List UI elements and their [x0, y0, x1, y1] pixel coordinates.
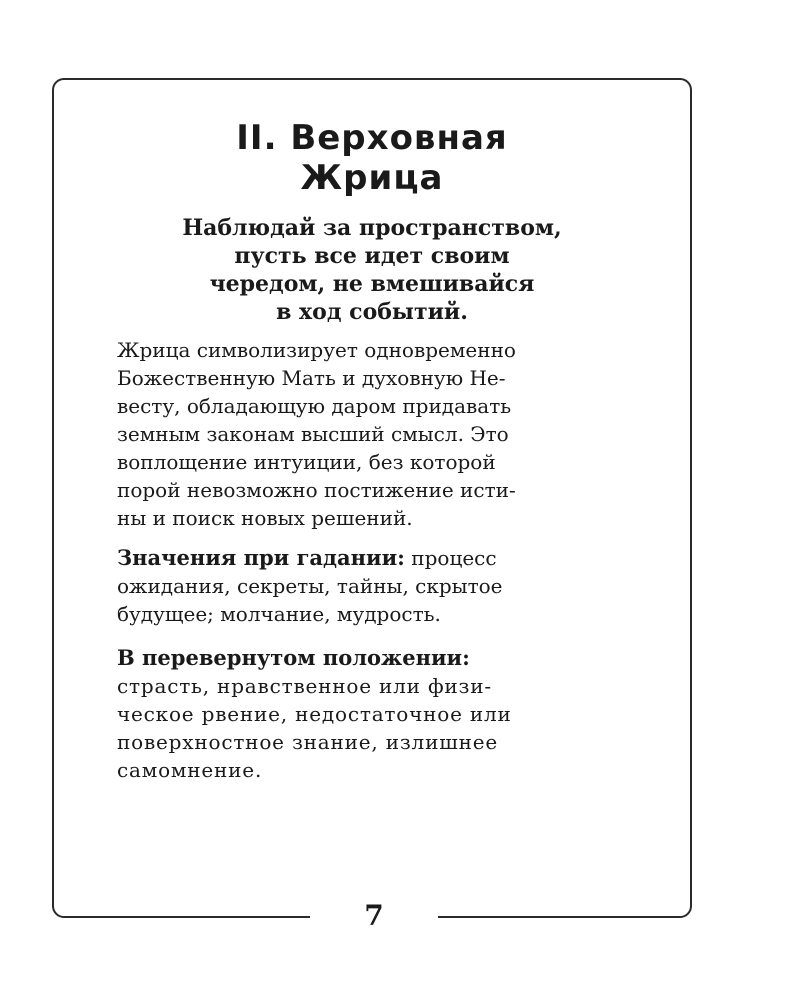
card-title-line-1: II. Верховная — [236, 118, 508, 158]
page-number: 7 — [364, 899, 384, 932]
motto-line-1: Наблюдай за пространством, — [182, 215, 562, 241]
reversed-first-line — [117, 644, 637, 672]
reversed-label: В перевернутом положении: — [117, 645, 470, 670]
reversed-paragraph — [117, 644, 637, 784]
description-line-7: ны и поиск новых решений. — [117, 506, 413, 530]
motto-line-4: в ход событий. — [276, 299, 468, 325]
description-line-4: земным законам высший смысл. Это — [117, 422, 509, 446]
meanings-line-3: будущее; молчание, мудрость. — [117, 602, 441, 626]
card-motto — [112, 214, 632, 326]
description-line-6: порой невозможно постижение исти- — [117, 478, 516, 502]
meanings-label: Значения при гадании: — [117, 545, 405, 570]
description-paragraph — [117, 336, 637, 532]
card-title — [52, 118, 692, 198]
description-line-2: Божественную Мать и духовную Не- — [117, 366, 506, 390]
card-title-line-2: Жрица — [300, 158, 444, 198]
meanings-line-2: ожидания, секреты, тайны, скрытое — [117, 574, 503, 598]
description-line-5: воплощение интуиции, без которой — [117, 450, 496, 474]
reversed-line-3: ческое рвение, недостаточное или — [117, 702, 512, 726]
reversed-line-4: поверхностное знание, излишнее — [117, 730, 498, 754]
reversed-line-5: самомнение. — [117, 758, 263, 782]
description-line-3: весту, обладающую даром придавать — [117, 394, 512, 418]
motto-line-3: чередом, не вмешивайся — [209, 271, 535, 297]
meanings-first-line — [117, 544, 637, 572]
meanings-paragraph — [117, 544, 637, 628]
motto-line-2: пусть все идет своим — [234, 243, 510, 269]
description-line-1: Жрица символизирует одновременно — [117, 338, 516, 362]
reversed-line-2: страсть, нравственное или физи- — [117, 674, 492, 698]
meanings-first-text: процесс — [404, 546, 497, 570]
